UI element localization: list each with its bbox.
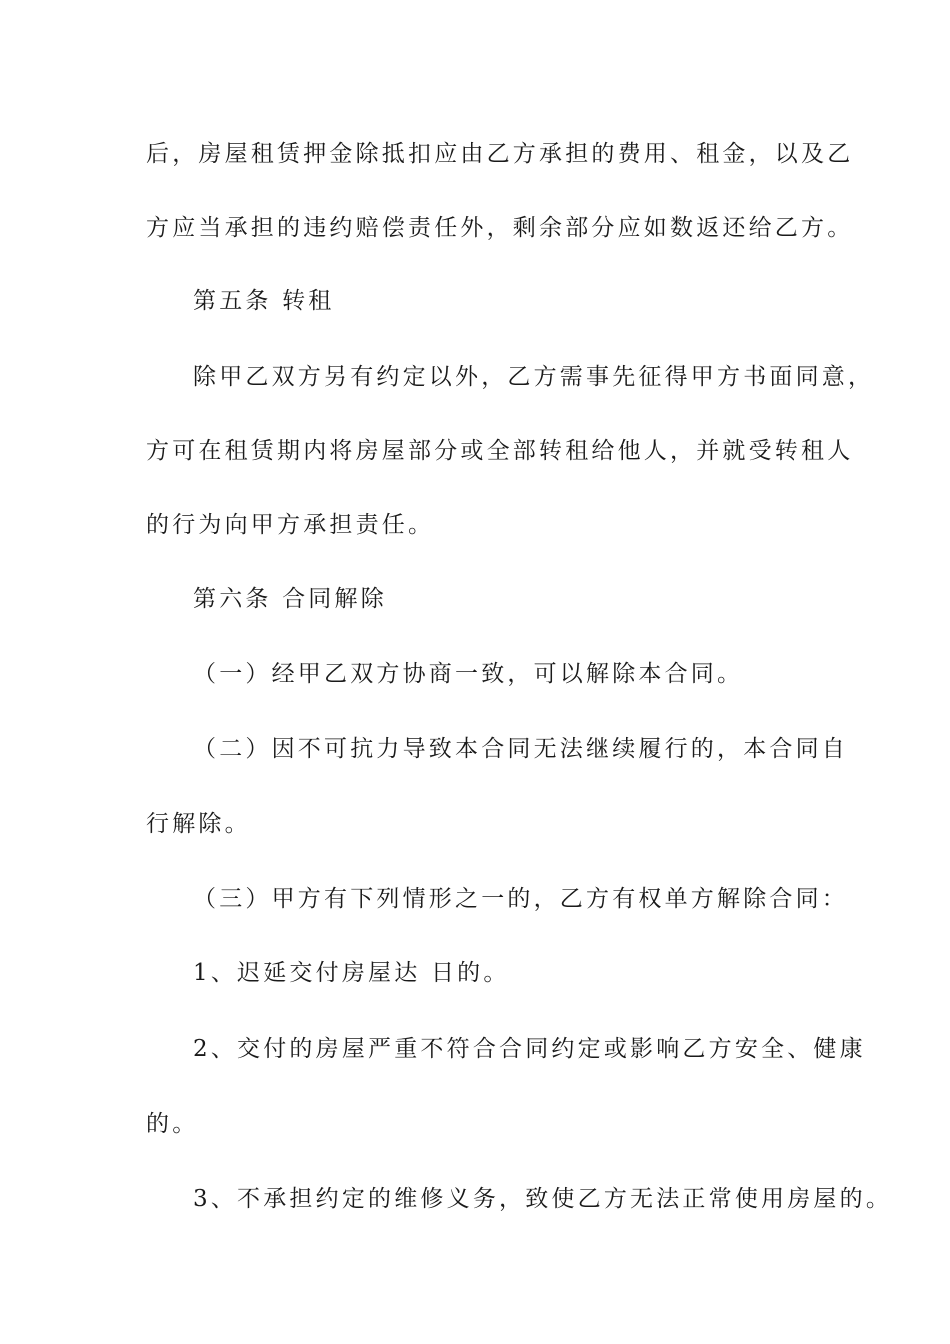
paragraph-sublease-line-2: 方可在租赁期内将房屋部分或全部转租给他人，并就受转租人	[146, 438, 854, 464]
paragraph-deposit-line-2: 方应当承担的违约赔偿责任外，剩余部分应如数返还给乙方。	[146, 215, 854, 241]
clause-3: （三）甲方有下列情形之一的，乙方有权单方解除合同：	[193, 886, 848, 912]
item-1: 1、迟延交付房屋达 日的。	[193, 960, 510, 986]
clause-1: （一）经甲乙双方协商一致，可以解除本合同。	[193, 661, 744, 687]
paragraph-sublease-line-1: 除甲乙双方另有约定以外，乙方需事先征得甲方书面同意，	[193, 364, 875, 390]
paragraph-deposit-line-1: 后，房屋租赁押金除抵扣应由乙方承担的费用、租金，以及乙	[146, 141, 854, 167]
paragraph-sublease-line-3: 的行为向甲方承担责任。	[146, 512, 435, 538]
item-2-line-1: 2、交付的房屋严重不符合合同约定或影响乙方安全、健康	[193, 1036, 866, 1062]
heading-article-6: 第六条 合同解除	[193, 586, 387, 612]
item-3: 3、不承担约定的维修义务，致使乙方无法正常使用房屋的。	[193, 1186, 893, 1212]
clause-2-line-2: 行解除。	[146, 811, 251, 837]
item-2-line-2: 的。	[146, 1111, 199, 1137]
heading-article-5: 第五条 转租	[193, 288, 335, 314]
clause-2-line-1: （二）因不可抗力导致本合同无法继续履行的，本合同自	[193, 736, 848, 762]
